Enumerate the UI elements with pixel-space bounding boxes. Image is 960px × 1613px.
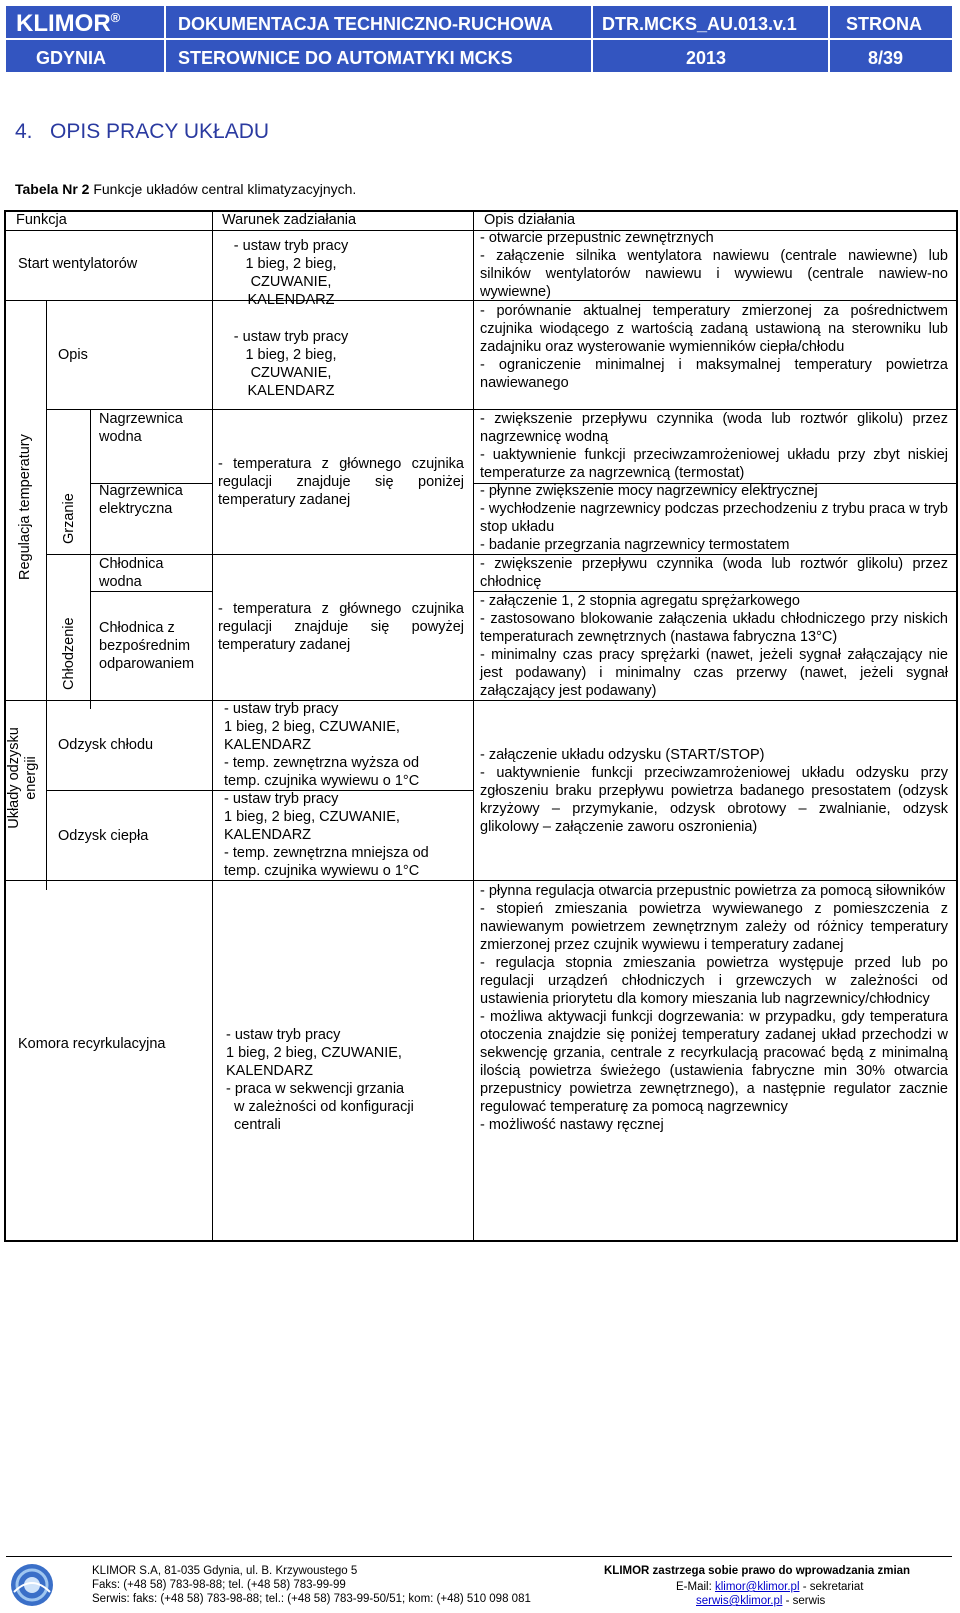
row-label-chlodnica-wodna: Chłodnica wodna bbox=[99, 556, 164, 590]
klimor-logo-icon bbox=[6, 1562, 58, 1608]
footer-divider bbox=[6, 1556, 952, 1557]
chlodnica-wodna-description: - zwiększenie przepływu czynnika (woda lub roztwór glikolu) przez chłodnicę bbox=[480, 556, 948, 590]
doc-type: DOKUMENTACJA TECHNICZNO-RUCHOWA bbox=[178, 14, 553, 34]
doc-subject: STEROWNICE DO AUTOMATYKI MCKS bbox=[178, 48, 513, 68]
doc-code: DTR.MCKS_AU.013.v.1 bbox=[602, 14, 797, 34]
table-caption: Tabela Nr 2 Funkcje układów central klimatyzacyjnych. bbox=[15, 181, 357, 197]
brand-logo-text: KLIMOR® bbox=[16, 10, 121, 37]
email-link-service[interactable]: serwis@klimor.pl bbox=[696, 1595, 783, 1607]
footer-fax: Faks: (+48 58) 783-98-88; tel. (+48 58) 783-99-99 bbox=[92, 1579, 346, 1591]
col-header-opis: Opis działania bbox=[484, 212, 576, 228]
row-label-odzysk: Układy odzysku energii bbox=[6, 727, 39, 829]
odzysk-ciepla-condition: - ustaw tryb pracy 1 bieg, 2 bieg, CZUWANIE, KALENDARZ - temp. zewnętrzna mniejsza od temp. czujnika wywiewu o 1°C bbox=[224, 791, 429, 879]
footer-service: Serwis: faks: (+48 58) 783-98-88; tel.: (+48 58) 783-99-50/51; kom: (+48) 510 098 081 bbox=[92, 1593, 531, 1605]
row-label-chlodnica-bezposrednia: Chłodnica z bezpośrednim odparowaniem bbox=[99, 620, 195, 672]
opis-description: - porównanie aktualnej temperatury zmierzonej za pośrednictwem czujnika wiodącego z wartością zadaną ustawioną na sterowniku lub zadajniku oraz wysterowanie wymienników ciepła/chłodu - ograniczenie minimalnej i maksymalnej temperatury powietrza nawiewanego bbox=[480, 303, 948, 391]
page-number: 8/39 bbox=[868, 48, 904, 68]
nagrzewnica-elektryczna-description: - płynne zwiększenie mocy nagrzewnicy elektrycznej - wychłodzenie nagrzewnicy podczas przechodzeniu z trybu praca w tryb stop układu - badanie przegrzania nagrzewnicy termostatem bbox=[480, 483, 948, 553]
odzysk-chlodu-condition: - ustaw tryb pracy 1 bieg, 2 bieg, CZUWANIE, KALENDARZ - temp. zewnętrzna wyższa od temp. czujnika wywiewu o 1°C bbox=[224, 701, 420, 789]
row-label-start: Start wentylatorów bbox=[18, 256, 138, 272]
row-label-komora: Komora recyrkulacyjna bbox=[18, 1036, 166, 1052]
chlodzenie-condition: - temperatura z głównego czujnika regulacji znajduje się powyżej temperatury zadanej bbox=[218, 601, 464, 653]
row-label-grzanie: Grzanie bbox=[61, 493, 77, 544]
nagrzewnica-wodna-description: - zwiększenie przepływu czynnika (woda lub roztwór glikolu) przez nagrzewnicę wodną - uaktywnienie funkcji przeciwzamrożeniowej układu przy zbyt niskiej temperaturze za nagrzewnicą (termostat) bbox=[480, 411, 948, 481]
komora-condition: - ustaw tryb pracy 1 bieg, 2 bieg, CZUWANIE, KALENDARZ - praca w sekwencji grzania w zależności od konfiguracji centrali bbox=[226, 1027, 414, 1133]
opis-condition: - ustaw tryb pracy 1 bieg, 2 bieg, CZUWANIE, KALENDARZ bbox=[233, 329, 349, 399]
page-label: STRONA bbox=[846, 14, 922, 34]
chlodnica-bezposrednia-description: - załączenie 1, 2 stopnia agregatu sprężarkowego - zastosowano blokowanie załączenia układu chłodniczego przy niskich temperaturach zewnętrznych (nastawa fabryczna 13°C) - minimalny czas pracy sprężarki (nawet, jeżeli sygnał załączający nie jest podawany) i minimalny czas przerwy (nawet, jeżeli sygnał załączający jest podawany) bbox=[480, 593, 948, 699]
row-label-nagrzewnica-wodna: Nagrzewnica wodna bbox=[99, 411, 183, 445]
footer-rights: KLIMOR zastrzega sobie prawo do wprowadzania zmian bbox=[604, 1565, 911, 1577]
row-label-regulacja: Regulacja temperatury bbox=[17, 434, 33, 580]
city: GDYNIA bbox=[36, 48, 107, 68]
odzysk-description: - załączenie układu odzysku (START/STOP) - uaktywnienie funkcji przeciwzamrożeniowej układu odzysku przy zgłoszeniu braku przepływu powietrza badanego presostatem (odzysk krzyżowy – przymykanie, odzysk obrotowy – zwalnianie, odzysk glikolowy – załączenie zaworu oszronienia) bbox=[480, 747, 948, 835]
komora-description: - płynna regulacja otwarcia przepustnic powietrza za pomocą siłowników - stopień zmieszania powietrza wywiewanego z pomieszczenia z nawiewanym powietrzem zewnętrznym zależy od różnicy temperatury zmierzonej przez czujnik wywiewu i temperatury zadanej - regulacja stopnia zmieszania powietrza występuje przed lub po regulacji urządzeń chłodniczych i grzewczych w zależności od ustawienia priorytetu dla komory mieszania lub nagrzewnicy/chłodnicy - możliwa aktywacji funkcji dogrzewania: w przypadku, gdy temperatura otoczenia znajdzie się poniżej temperatury zadanej układ przechodzi w sekwencję grzania, centrale z recyrkulacją pracować będą z minimalną ilością powietrza świeżego (ustawienia fabryczne min 30% otwarcia przepustnicy powietrza zewnętrznego), a następnie regulator zacznie regulować temperaturę za pomocą nagrzewnicy - możliwość nastawy ręcznej bbox=[480, 883, 948, 1133]
start-description: - otwarcie przepustnic zewnętrznych - załączenie silnika wentylatora nawiewu (centrale nawiewne) lub silników wentylatorów nawiewu i wywiewu (centrale nawiew-no wywiewne) bbox=[480, 230, 948, 300]
row-label-odzysk-ciepla: Odzysk ciepła bbox=[58, 828, 149, 844]
document-header bbox=[6, 6, 952, 72]
footer-email-service: serwis@klimor.pl - serwis bbox=[696, 1595, 826, 1607]
footer-company: KLIMOR S.A, 81-035 Gdynia, ul. B. Krzywoustego 5 bbox=[92, 1565, 358, 1577]
grzanie-condition: - temperatura z głównego czujnika regulacji znajduje się poniżej temperatury zadanej bbox=[218, 456, 464, 508]
col-header-warunek: Warunek zadziałania bbox=[222, 212, 357, 228]
functions-table bbox=[4, 210, 958, 1242]
year: 2013 bbox=[686, 48, 727, 68]
row-label-odzysk-chlodu: Odzysk chłodu bbox=[58, 737, 154, 753]
email-link-secretariat[interactable]: klimor@klimor.pl bbox=[714, 1581, 800, 1593]
footer-email-line: E-Mail: klimor@klimor.pl - sekretariat bbox=[676, 1581, 864, 1593]
section-title: 4. OPIS PRACY UKŁADU bbox=[15, 120, 270, 143]
row-label-nagrzewnica-elektryczna: Nagrzewnica elektryczna bbox=[99, 483, 183, 517]
row-label-opis: Opis bbox=[58, 347, 88, 363]
start-condition: - ustaw tryb pracy 1 bieg, 2 bieg, CZUWANIE, KALENDARZ bbox=[233, 238, 349, 308]
row-label-chlodzenie: Chłodzenie bbox=[61, 617, 77, 690]
col-header-funkcja: Funkcja bbox=[16, 212, 67, 228]
